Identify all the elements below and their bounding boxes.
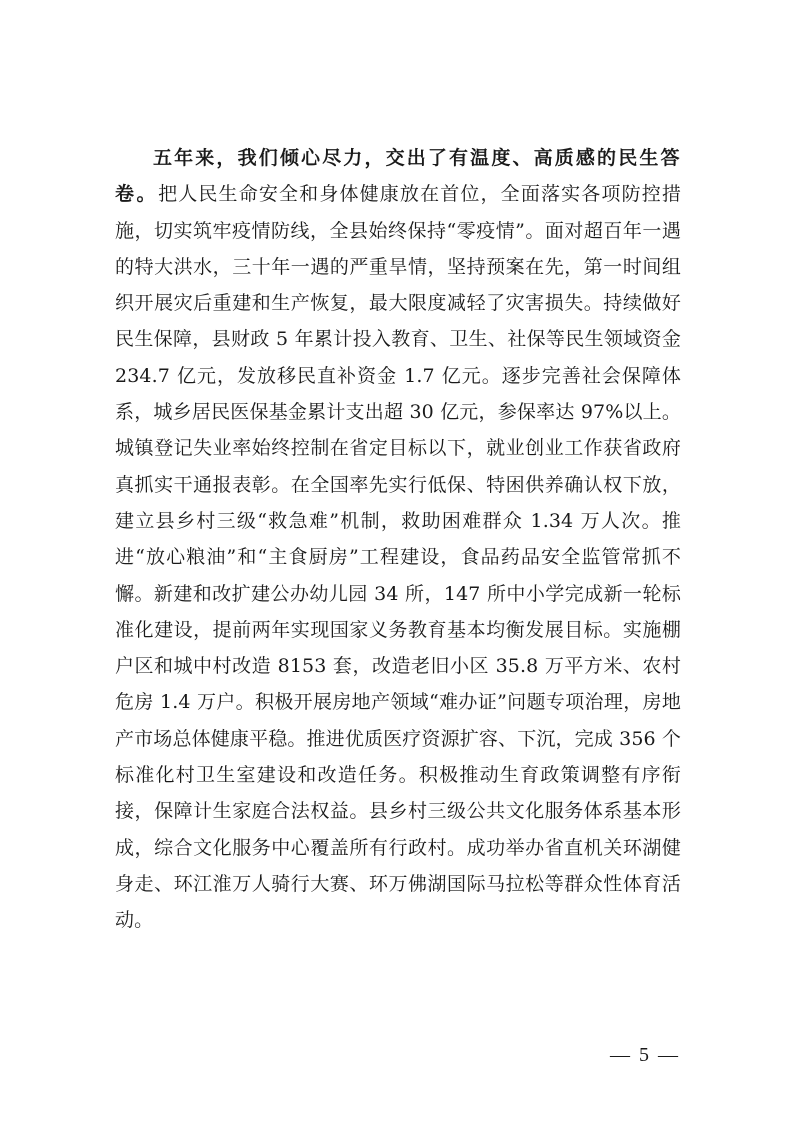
paragraph-text: 把人民生命安全和身体健康放在首位，全面落实各项防控措施，切实筑牢疫情防线，全县始终保持“零疫情”。面对超百年一遇的特大洪水，三十年一遇的严重旱情，坚持预案在先，第一时间组织开展灾后重建和生产恢复，最大限度减轻了灾害损失。持续做好民生保障，县财政 5 年累计投入教育、卫生、社保等民生领域资金 234.7 亿元，发放移民直补资金 1.7 亿元。逐步完善社会保障体系，城乡居民医保基金累计支出超 30 亿元，参保率达 97%以上。城镇登记失业率始终控制在省定目标以下，就业创业工作获省政府真抓实干通报表彰。在全国率先实行低保、特困供养确认权下放，建立县乡村三级“救急难”机制，救助困难群众 1.34 万人次。推进“放心粮油”和“主食厨房”工程建设，食品药品安全监管常抓不懈。新建和改扩建公办幼儿园 34 所，147 所中小学完成新一轮标准化建设，提前两年实现国家义务教育基本均衡发展目标。实施棚户区和城中村改造 8153 套，改造老旧小区 35.8 万平方米、农村危房 1.4 万户。积极开展房地产领域“难办证”问题专项治理，房地产市场总体健康平稳。推进优质医疗资源扩容、下沉，完成 356 个标准化村卫生室建设和改造任务。积极推动生育政策调整有序衔接，保障计生家庭合法权益。县乡村三级公共文化服务体系基本形成，综合文化服务中心覆盖所有行政村。成功举办省直机关环湖健身走、环江淮万人骑行大赛、环万佛湖国际马拉松等群众性体育活动。 <box>115 183 681 932</box>
body-paragraph <box>115 140 681 939</box>
page-number: — 5 — <box>610 1044 680 1066</box>
lead-sentence: 五年来，我们倾心尽力，交出了有温度、高质感的民生答卷。 <box>115 147 681 206</box>
